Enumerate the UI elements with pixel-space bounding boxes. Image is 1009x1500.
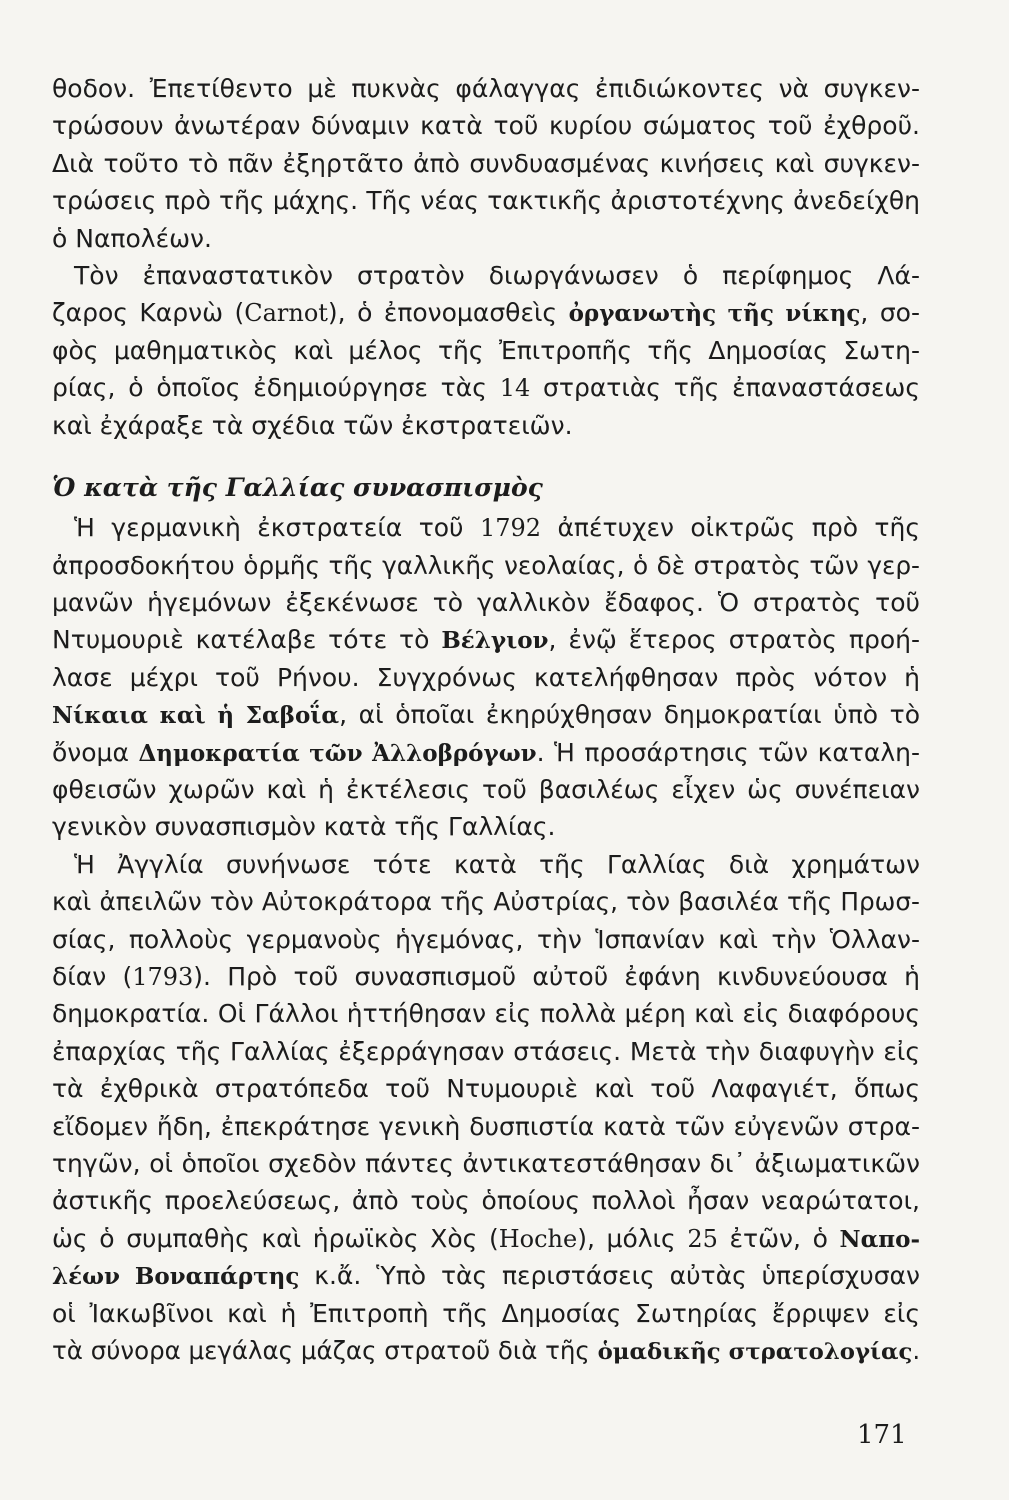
text-line: μανῶν ἡγεμόνων ἐξεκένωσε τὸ γαλλικὸν ἔδαφος. Ὁ στρατὸς τοῦ xyxy=(52,588,920,618)
bold-term: ὀργανωτὴς τῆς νίκης xyxy=(568,300,861,328)
text-line: τηγῶν, οἱ ὁποῖοι σχεδὸν πάντες ἀντικατεστάθησαν δι᾿ ἀξιωματικῶν xyxy=(52,1148,920,1178)
text-line: καὶ ἐχάραξε τὰ σχέδια τῶν ἐκστρατειῶν. xyxy=(52,410,573,440)
text-run: . Ἡ προσάρτησις τῶν καταλη- xyxy=(536,737,920,767)
text-run: . xyxy=(912,1335,921,1365)
text-line xyxy=(52,958,920,995)
text-line: φὸς μαθηματικὸς καὶ μέλος τῆς Ἐπιτροπῆς τῆς Δημοσίας Σωτη- xyxy=(52,335,920,365)
text-line: τρώσουν ἀνωτέραν δύναμιν κατὰ τοῦ κυρίου σώματος τοῦ ἐχθροῦ. xyxy=(52,111,920,141)
text-line: ἀστικῆς προελεύσεως, ἀπὸ τοὺς ὁποίους πολλοὶ ἦσαν νεαρώτατοι, xyxy=(52,1186,920,1216)
year: 1793 xyxy=(132,962,194,991)
text-run: ὄνομα xyxy=(52,737,139,767)
paragraph-1 xyxy=(52,70,920,257)
text-run: ρίας, ὁ ὁποῖος ἐδημιούργησε τὰς xyxy=(52,373,500,403)
bold-term: λέων Βοναπάρτης xyxy=(52,1263,300,1291)
text-line: Ἡ Ἀγγλία συνήνωσε τότε κατὰ τῆς Γαλλίας διὰ χρημάτων xyxy=(74,849,920,879)
year: 1792 xyxy=(479,514,542,543)
bold-term: Νίκαια καὶ ἡ Σαβοΐα xyxy=(52,702,340,730)
text-run: στρατιὰς τῆς ἐπαναστάσεως xyxy=(530,373,920,403)
book-page xyxy=(52,70,920,1369)
text-line: καὶ ἀπειλῶν τὸν Αὐτοκράτορα τῆς Αὐστρίας, τὸν βασιλέα τῆς Πρωσ- xyxy=(52,887,920,917)
text-run: ὡς ὁ συμπαθὴς καὶ ἡρωϊκὸς Χὸς ( xyxy=(52,1223,499,1253)
text-line: φθεισῶν χωρῶν καὶ ἡ ἐκτέλεσις τοῦ βασιλέως εἶχεν ὡς συνέπειαν xyxy=(52,775,920,805)
text-line: εἴδομεν ἤδη, ἐπεκράτησε γενικὴ δυσπιστία κατὰ τῶν εὐγενῶν στρα- xyxy=(52,1111,920,1141)
text-line: ὁ Ναπολέων. xyxy=(52,223,212,253)
text-line: τρώσεις πρὸ τῆς μάχης. Τῆς νέας τακτικῆς ἀριστοτέχνης ἀνεδείχθη xyxy=(52,186,920,216)
text-run: ), ὁ ἐπονομασθεὶς xyxy=(327,298,569,328)
text-line: δημοκρατία. Οἱ Γάλλοι ἡττήθησαν εἰς πολλὰ μέρη καὶ εἰς διαφόρους xyxy=(52,999,920,1029)
number: 14 xyxy=(499,374,531,403)
text-line xyxy=(52,294,920,331)
text-run: τὰ σύνορα μεγάλας μάζας στρατοῦ διὰ τῆς xyxy=(52,1335,598,1365)
paragraph-4 xyxy=(52,846,920,1369)
text-line xyxy=(52,696,920,733)
latin-name: Hoche xyxy=(498,1224,578,1253)
section-heading: Ὁ κατὰ τῆς Γαλλίας συνασπισμὸς xyxy=(52,472,543,502)
text-line: Διὰ τοῦτο τὸ πᾶν ἐξηρτᾶτο ἀπὸ συνδυασμένας κινήσεις καὶ συγκεν- xyxy=(52,148,920,178)
text-line xyxy=(52,621,920,658)
text-run: ἐτῶν, ὁ xyxy=(717,1223,840,1253)
text-run: κ.ἄ. Ὑπὸ τὰς περιστάσεις αὐτὰς ὑπερίσχυσαν xyxy=(299,1261,920,1291)
text-run: ἀπέτυχεν οἰκτρῶς πρὸ τῆς xyxy=(541,513,920,543)
text-run: , αἱ ὁποῖαι ἐκηρύχθησαν δημοκρατίαι ὑπὸ τὸ xyxy=(339,700,920,730)
text-run: , ἐνῷ ἕτερος στρατὸς προή- xyxy=(548,625,920,655)
text-line: θοδον. Ἐπετίθεντο μὲ πυκνὰς φάλαγγας ἐπιδιώκοντες νὰ συγκεν- xyxy=(52,74,920,103)
text-run: Ντυμουριὲ κατέλαβε τότε τὸ xyxy=(52,625,442,655)
text-run: , σο- xyxy=(860,298,920,328)
text-line xyxy=(52,369,920,406)
text-line: λασε μέχρι τοῦ Ρήνου. Συγχρόνως κατελήφθησαν πρὸς νότον ἡ xyxy=(52,662,920,692)
text-run: ). Πρὸ τοῦ συνασπισμοῦ αὐτοῦ ἐφάνη κινδυνεύουσα ἡ xyxy=(193,961,920,991)
text-run: δίαν ( xyxy=(52,961,133,991)
latin-name: Carnot xyxy=(244,299,328,328)
bold-term: Βέλγιον xyxy=(441,627,549,655)
paragraph-3 xyxy=(52,509,920,846)
bold-term: Ναπο- xyxy=(839,1225,920,1253)
text-line: γενικὸν συνασπισμὸν κατὰ τῆς Γαλλίας. xyxy=(52,812,556,842)
text-run: Ἡ γερμανικὴ ἐκστρατεία τοῦ xyxy=(74,513,480,543)
text-line xyxy=(52,509,920,546)
text-run: ζαρος Καρνὼ ( xyxy=(52,298,245,328)
text-line: σίας, πολλοὺς γερμανοὺς ἡγεμόνας, τὴν Ἱσπανίαν καὶ τὴν Ὁλλαν- xyxy=(52,924,920,954)
page-number: 171 xyxy=(857,1420,907,1450)
text-run: ), μόλις xyxy=(577,1223,688,1253)
text-line xyxy=(52,1257,920,1294)
text-line xyxy=(52,734,920,771)
number: 25 xyxy=(687,1224,718,1253)
text-line: ἀπροσδοκήτου ὁρμῆς τῆς γαλλικῆς νεολαίας, ὁ δὲ στρατὸς τῶν γερ- xyxy=(52,550,920,580)
text-line: Τὸν ἐπαναστατικὸν στρατὸν διωργάνωσεν ὁ περίφημος Λά- xyxy=(74,260,920,290)
bold-term: ὁμαδικῆς στρατολογίας xyxy=(597,1338,913,1365)
text-line xyxy=(52,1332,920,1369)
bold-term: Δημοκρατία τῶν Ἀλλοβρόγων xyxy=(138,739,537,767)
text-line xyxy=(52,1220,920,1257)
text-line: οἱ Ἰακωβῖνοι καὶ ἡ Ἐπιτροπὴ τῆς Δημοσίας Σωτηρίας ἔρριψεν εἰς xyxy=(52,1298,920,1328)
paragraph-2 xyxy=(52,257,920,444)
text-line: ἐπαρχίας τῆς Γαλλίας ἐξερράγησαν στάσεις. Μετὰ τὴν διαφυγὴν εἰς xyxy=(52,1036,920,1066)
text-line: τὰ ἐχθρικὰ στρατόπεδα τοῦ Ντυμουριὲ καὶ τοῦ Λαφαγιέτ, ὅπως xyxy=(52,1074,920,1104)
